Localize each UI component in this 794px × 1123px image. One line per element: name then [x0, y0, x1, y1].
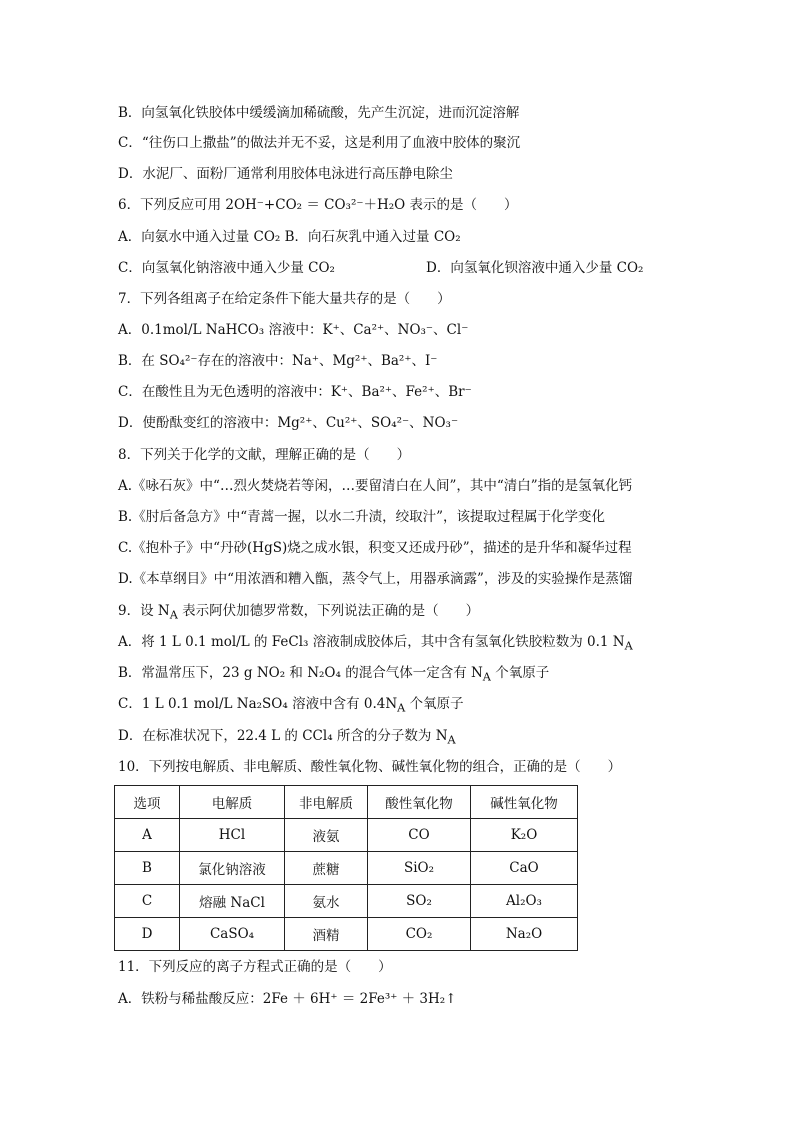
q7-stem: 7．下列各组离子在给定条件下能大量共存的是（ ）	[118, 291, 451, 307]
table-cell: 液氨	[285, 819, 368, 852]
table-header-cell: 选项	[115, 786, 180, 819]
q11-option-a: A．铁粉与稀盐酸反应：2Fe ＋ 6H⁺ ＝ 2Fe³⁺ ＋ 3H₂↑	[118, 991, 457, 1007]
table-header-cell: 非电解质	[285, 786, 368, 819]
table-row	[115, 852, 578, 885]
table-header-row	[115, 786, 578, 819]
q9-option-c: C．1 L 0.1 mol/L Na₂SO₄ 溶液中含有 $0.4N_A$ 个氧原子	[118, 696, 464, 715]
q10-table	[114, 785, 578, 951]
table-header-cell: 碱性氧化物	[471, 786, 578, 819]
q8-option-c: C.《抱朴子》中“丹砂(HgS)烧之成水银，积变又还成丹砂”，描述的是升华和凝华过程	[118, 540, 632, 556]
q8-stem: 8．下列关于化学的文献，理解正确的是（ ）	[118, 447, 411, 463]
q9-option-d: D．在标准状况下，22.4 L 的 CCl₄ 所含的分子数为 $N_A$	[118, 728, 456, 747]
table-cell: K₂O	[471, 819, 578, 852]
q9-option-a: A．将 1 L 0.1 mol/L 的 FeCl₃ 溶液制成胶体后，其中含有氢氧化铁胶粒数为 0.1 $N_A$	[118, 634, 633, 653]
q8-option-d: D.《本草纲目》中“用浓酒和糟入甑，蒸令气上，用器承滴露”，涉及的实验操作是蒸馏	[118, 571, 633, 587]
table-cell: Na₂O	[471, 918, 578, 951]
table-cell: CaO	[471, 852, 578, 885]
q5-option-d: D．水泥厂、面粉厂通常利用胶体电泳进行高压静电除尘	[118, 166, 453, 182]
table-cell: 氨水	[285, 885, 368, 918]
q10-stem: 10．下列按电解质、非电解质、酸性氧化物、碱性氧化物的组合，正确的是（ ）	[118, 759, 622, 775]
table-cell: CO₂	[368, 918, 471, 951]
q7-option-b: B．在 SO₄²⁻存在的溶液中：Na⁺、Mg²⁺、Ba²⁺、I⁻	[118, 353, 438, 369]
q6-options-ab: A．向氨水中通入过量 CO₂ B．向石灰乳中通入过量 CO₂	[118, 229, 461, 245]
table-cell: HCl	[180, 819, 285, 852]
q7-option-c: C．在酸性且为无色透明的溶液中：K⁺、Ba²⁺、Fe²⁺、Br⁻	[118, 384, 472, 400]
table-cell: 蔗糖	[285, 852, 368, 885]
q7-option-d: D．使酚酞变红的溶液中：Mg²⁺、Cu²⁺、SO₄²⁻、NO₃⁻	[118, 415, 459, 431]
q9-stem: 9．设 $N_A$ 表示阿伏加德罗常数，下列说法正确的是（ ）	[118, 603, 480, 622]
table-cell: Al₂O₃	[471, 885, 578, 918]
q9-option-b: B．常温常压下，23 g NO₂ 和 N₂O₄ 的混合气体一定含有 $N_A$ 个氧原子	[118, 665, 550, 684]
table-cell: 熔融 NaCl	[180, 885, 285, 918]
table-cell: SO₂	[368, 885, 471, 918]
q7-option-a: A．0.1mol/L NaHCO₃ 溶液中：K⁺、Ca²⁺、NO₃⁻、Cl⁻	[118, 322, 469, 338]
table-cell: 酒精	[285, 918, 368, 951]
q6-stem: 6．下列反应可用 2OH⁻+CO₂ ＝ CO₃²⁻＋H₂O 表示的是（ ）	[118, 197, 518, 213]
q5-option-b: B．向氢氧化铁胶体中缓缓滴加稀硫酸，先产生沉淀，进而沉淀溶解	[118, 105, 520, 121]
q8-option-a: A.《咏石灰》中“…烈火焚烧若等闲，…要留清白在人间”，其中“清白”指的是氢氧化钙	[118, 478, 633, 494]
table-cell: CO	[368, 819, 471, 852]
table-row	[115, 819, 578, 852]
table-cell: D	[115, 918, 180, 951]
q8-option-b: B.《肘后备急方》中“青蒿一握，以水二升渍，绞取汁”，该提取过程属于化学变化	[118, 509, 606, 525]
table-cell: 氯化钠溶液	[180, 852, 285, 885]
table-row	[115, 918, 578, 951]
q6-option-d: D．向氢氧化钡溶液中通入少量 CO₂	[426, 260, 644, 276]
table-cell: CaSO₄	[180, 918, 285, 951]
table-row	[115, 885, 578, 918]
q11-stem: 11．下列反应的离子方程式正确的是（ ）	[118, 959, 392, 975]
q6-option-c: C．向氢氧化钠溶液中通入少量 CO₂	[118, 260, 335, 276]
table-header-cell: 电解质	[180, 786, 285, 819]
table-cell: SiO₂	[368, 852, 471, 885]
table-cell: C	[115, 885, 180, 918]
q5-option-c: C．“往伤口上撒盐”的做法并无不妥，这是利用了血液中胶体的聚沉	[118, 135, 521, 151]
table-cell: A	[115, 819, 180, 852]
table-cell: B	[115, 852, 180, 885]
table-header-cell: 酸性氧化物	[368, 786, 471, 819]
